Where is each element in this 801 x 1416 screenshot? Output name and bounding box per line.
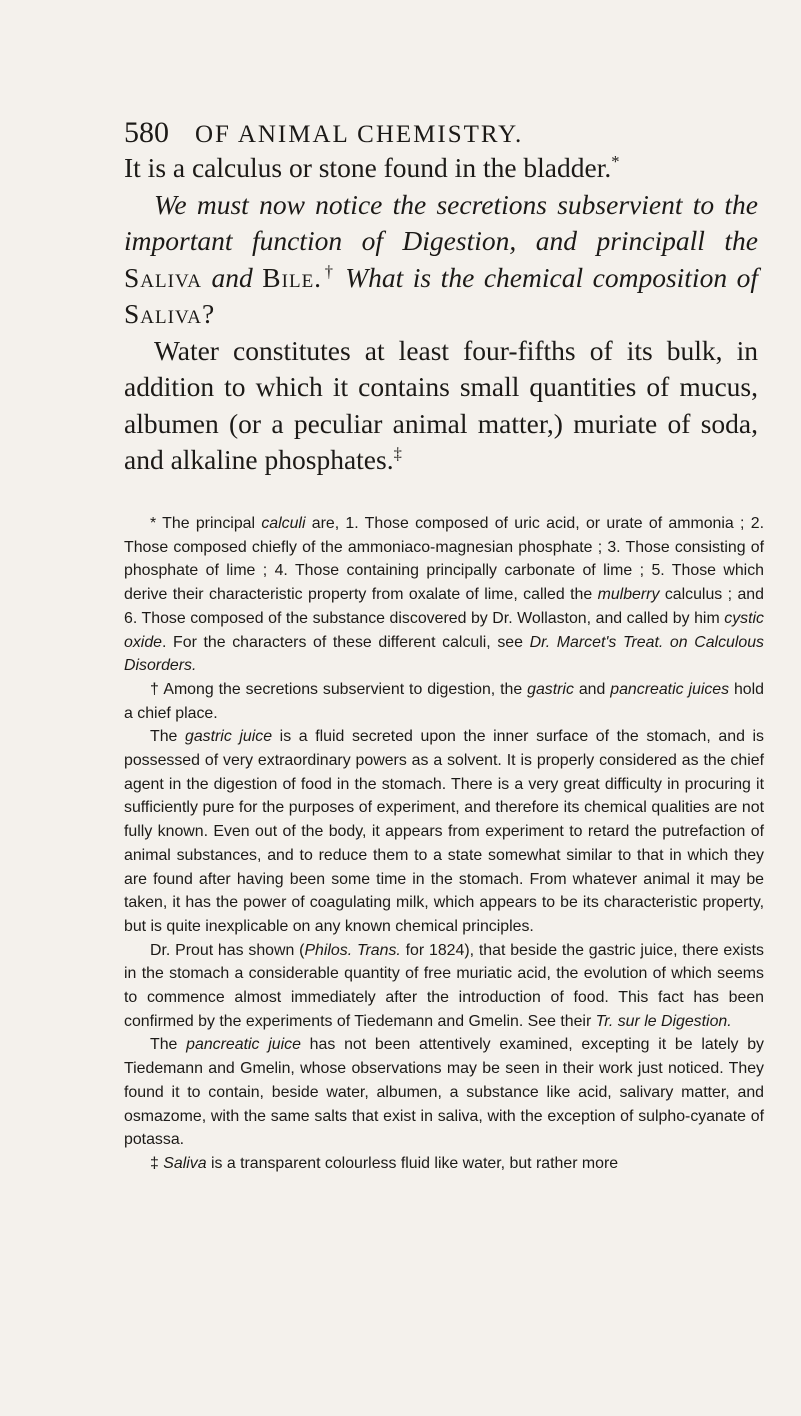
footnote-ref-dagger: † xyxy=(322,261,336,281)
main-text xyxy=(124,150,758,479)
footnotes xyxy=(124,512,764,1176)
page-number: 580 xyxy=(124,116,169,149)
running-title: OF ANIMAL CHEMISTRY. xyxy=(195,121,524,148)
footnote-calculi: * The principal calculi are, 1. Those composed of uric acid, or urate of ammonia ; 2. Those composed chiefly of the ammoniaco-magnesian phosphate ; 3. Those consisting of phosphate of lime ; 4. Those containing principally carbonate of lime ; 5. Those which derive their characteristic property from oxalate of lime, called the mulberry calculus ; and 6. Those composed of the substance discovered by Dr. Wollaston, and called by him cystic oxide. For the characters of these different calculi, see Dr. Marcet's Treat. on Calculous Disorders. xyxy=(124,515,764,675)
footnote-secretions: † Among the secretions subservient to digestion, the gastric and pancreatic juices hold a chief place. xyxy=(124,680,765,722)
footnote-ref-star: * xyxy=(611,151,620,171)
calculus-definition: It is a calculus or stone found in the bladder.* xyxy=(124,151,620,183)
saliva-question: We must now notice the secretions subservient to the important function of Digestion, and principall the Saliva and Bile.† What is the chemical composition of Saliva? xyxy=(124,188,759,329)
running-head xyxy=(124,116,724,150)
footnote-saliva: ‡ Saliva is a transparent colourless fluid like water, but rather more xyxy=(150,1154,619,1172)
footnote-gastric-juice: The gastric juice is a fluid secreted upon the inner surface of the stomach, and is possessed of very extraordinary powers as a solvent. It is properly considered as the chief agent in the digestion of food in the stomach. There is a very great difficulty in procuring it sufficiently pure for the purposes of experiment, and therefore its chemical qualities are not fully known. Even out of the body, it appears from experiment to retard the putrefaction of animal substances, and to reduce them to a state somewhat similar to that in which they are found after having been some time in the stomach. From whatever animal it may be taken, it has the power of coagulating milk, which appears to be its characteristic property, but is quite inexplicable on any known chemical principles. xyxy=(124,728,764,935)
footnote-pancreatic-juice: The pancreatic juice has not been attentively examined, excepting it be lately by Tiedemann and Gmelin, whose observations may be seen in their work just noticed. They found it to contain, beside water, albumen, a substance like acid, salivary matter, and osmazome, with the same salts that exist in saliva, with the exception of sulpho-cyanate of potassa. xyxy=(124,1036,764,1149)
saliva-answer: Water constitutes at least four-fifths of its bulk, in addition to which it contains small quantities of mucus, albumen (or a peculiar animal matter,) muriate of soda, and alkaline phosphates.‡ xyxy=(124,334,758,475)
footnote-prout: Dr. Prout has shown (Philos. Trans. for 1824), that beside the gastric juice, there exists in the stomach a considerable quantity of free muriatic acid, the evolution of which seems to commence almost immediately after the introduction of food. This fact has been confirmed by the experiments of Tiedemann and Gmelin. See their Tr. sur le Digestion. xyxy=(124,941,764,1030)
footnote-ref-ddagger: ‡ xyxy=(393,443,402,463)
